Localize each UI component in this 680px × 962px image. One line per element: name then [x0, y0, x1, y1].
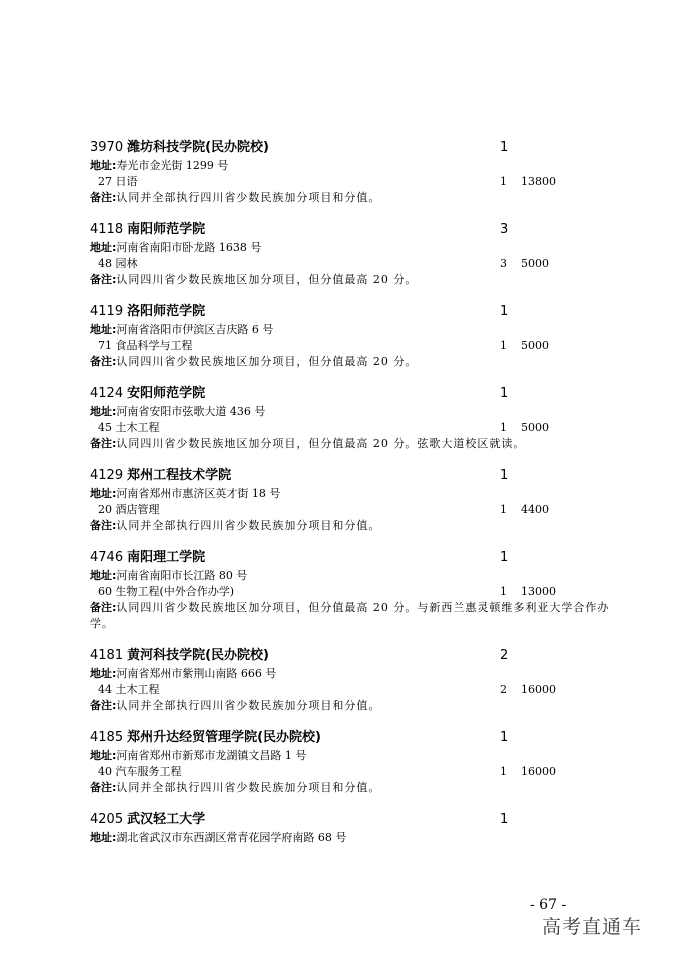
address-label: 地址:	[90, 831, 117, 844]
school-entry	[90, 384, 610, 452]
school-name: 南阳师范学院	[127, 222, 206, 237]
note-text: 认同并全部执行四川省少数民族加分项目和分值。	[116, 519, 381, 532]
major-count: 1	[500, 175, 507, 188]
plan-count: 1	[500, 304, 509, 319]
watermark: 高考直通车	[542, 916, 643, 938]
plan-count: 2	[500, 648, 509, 663]
address-text: 河南省郑州市新郑市龙湖镇文昌路 1 号	[116, 749, 307, 762]
tuition-fee: 16000	[521, 765, 556, 778]
school-name: 武汉轻工大学	[127, 812, 206, 827]
address-text: 河南省郑州市惠济区英才街 18 号	[116, 487, 281, 500]
major-name: 20 酒店管理	[98, 503, 160, 516]
school-code: 4181	[90, 648, 124, 663]
address-line	[90, 486, 610, 502]
address-label: 地址:	[90, 667, 117, 680]
address-label: 地址:	[90, 569, 117, 582]
note-line	[90, 600, 610, 632]
address-label: 地址:	[90, 323, 117, 336]
school-code: 4746	[90, 550, 124, 565]
address-text: 河南省南阳市卧龙路 1638 号	[116, 241, 262, 254]
major-line	[90, 420, 610, 436]
major-count: 3	[500, 257, 507, 270]
note-text: 认同四川省少数民族地区加分项目，但分值最高 20 分。	[116, 273, 418, 286]
plan-count: 3	[500, 222, 509, 237]
note-text: 认同四川省少数民族地区加分项目，但分值最高 20 分。	[116, 355, 418, 368]
address-line	[90, 404, 610, 420]
tuition-fee: 13000	[521, 585, 556, 598]
major-count: 2	[500, 683, 507, 696]
school-name: 洛阳师范学院	[127, 304, 206, 319]
plan-count: 1	[500, 812, 509, 827]
note-label: 备注:	[90, 191, 117, 204]
school-name: 安阳师范学院	[127, 386, 206, 401]
note-line	[90, 780, 610, 796]
note-label: 备注:	[90, 781, 117, 794]
page-number: - 67 -	[530, 897, 567, 913]
address-label: 地址:	[90, 487, 117, 500]
address-text: 河南省郑州市紫荆山南路 666 号	[116, 667, 277, 680]
major-line	[90, 764, 610, 780]
school-entry	[90, 810, 610, 846]
school-name: 郑州升达经贸管理学院(民办院校)	[127, 730, 321, 745]
tuition-fee: 5000	[521, 257, 549, 270]
address-line	[90, 830, 610, 846]
school-header	[90, 384, 610, 404]
school-name: 黄河科技学院(民办院校)	[127, 648, 269, 663]
major-line	[90, 338, 610, 354]
note-line	[90, 698, 610, 714]
school-code: 4124	[90, 386, 124, 401]
school-entry	[90, 138, 610, 206]
address-text: 河南省南阳市长江路 80 号	[116, 569, 248, 582]
major-line	[90, 584, 610, 600]
address-label: 地址:	[90, 241, 117, 254]
note-label: 备注:	[90, 273, 117, 286]
major-line	[90, 682, 610, 698]
address-label: 地址:	[90, 159, 117, 172]
tuition-fee: 16000	[521, 683, 556, 696]
school-header	[90, 302, 610, 322]
tuition-fee: 5000	[521, 339, 549, 352]
note-label: 备注:	[90, 519, 117, 532]
tuition-fee: 5000	[521, 421, 549, 434]
school-header	[90, 548, 610, 568]
address-line	[90, 748, 610, 764]
note-label: 备注:	[90, 601, 117, 614]
school-name: 郑州工程技术学院	[127, 468, 232, 483]
school-code: 4185	[90, 730, 124, 745]
address-text: 湖北省武汉市东西湖区常青花园学府南路 68 号	[116, 831, 347, 844]
address-line	[90, 322, 610, 338]
tuition-fee: 13800	[521, 175, 556, 188]
school-entry	[90, 466, 610, 534]
address-text: 河南省安阳市弦歌大道 436 号	[116, 405, 266, 418]
note-text: 认同四川省少数民族地区加分项目，但分值最高 20 分。与新西兰惠灵顿维多利亚大学合作办学。	[90, 601, 610, 630]
note-line	[90, 354, 610, 370]
school-entry	[90, 302, 610, 370]
major-name: 48 园林	[98, 257, 138, 270]
major-count: 1	[500, 339, 507, 352]
school-entry	[90, 548, 610, 632]
major-count: 1	[500, 421, 507, 434]
school-name: 南阳理工学院	[127, 550, 206, 565]
note-label: 备注:	[90, 699, 117, 712]
school-code: 4205	[90, 812, 124, 827]
address-text: 寿光市金光街 1299 号	[116, 159, 229, 172]
major-count: 1	[500, 503, 507, 516]
tuition-fee: 4400	[521, 503, 549, 516]
school-code: 4118	[90, 222, 124, 237]
plan-count: 1	[500, 468, 509, 483]
note-line	[90, 436, 610, 452]
school-entry	[90, 728, 610, 796]
school-code: 4129	[90, 468, 124, 483]
major-name: 40 汽车服务工程	[98, 765, 182, 778]
school-header	[90, 138, 610, 158]
school-name: 潍坊科技学院(民办院校)	[127, 140, 269, 155]
school-header	[90, 646, 610, 666]
plan-count: 1	[500, 140, 509, 155]
major-name: 44 土木工程	[98, 683, 160, 696]
major-count: 1	[500, 765, 507, 778]
school-entry	[90, 220, 610, 288]
major-count: 1	[500, 585, 507, 598]
major-name: 71 食品科学与工程	[98, 339, 193, 352]
address-line	[90, 240, 610, 256]
major-name: 45 土木工程	[98, 421, 160, 434]
note-text: 认同并全部执行四川省少数民族加分项目和分值。	[116, 781, 381, 794]
address-label: 地址:	[90, 405, 117, 418]
school-header	[90, 810, 610, 830]
major-name: 60 生物工程(中外合作办学)	[98, 585, 235, 598]
note-line	[90, 190, 610, 206]
plan-count: 1	[500, 386, 509, 401]
school-header	[90, 220, 610, 240]
school-entry	[90, 646, 610, 714]
major-line	[90, 174, 610, 190]
note-label: 备注:	[90, 437, 117, 450]
address-line	[90, 666, 610, 682]
note-line	[90, 518, 610, 534]
major-line	[90, 502, 610, 518]
plan-count: 1	[500, 730, 509, 745]
note-line	[90, 272, 610, 288]
note-label: 备注:	[90, 355, 117, 368]
school-code: 4119	[90, 304, 124, 319]
major-line	[90, 256, 610, 272]
school-header	[90, 728, 610, 748]
note-text: 认同四川省少数民族地区加分项目，但分值最高 20 分。弦歌大道校区就读。	[116, 437, 526, 450]
address-line	[90, 568, 610, 584]
school-header	[90, 466, 610, 486]
school-code: 3970	[90, 140, 124, 155]
note-text: 认同并全部执行四川省少数民族加分项目和分值。	[116, 191, 381, 204]
major-name: 27 日语	[98, 175, 138, 188]
address-text: 河南省洛阳市伊滨区吉庆路 6 号	[116, 323, 274, 336]
plan-count: 1	[500, 550, 509, 565]
address-label: 地址:	[90, 749, 117, 762]
address-line	[90, 158, 610, 174]
note-text: 认同并全部执行四川省少数民族加分项目和分值。	[116, 699, 381, 712]
